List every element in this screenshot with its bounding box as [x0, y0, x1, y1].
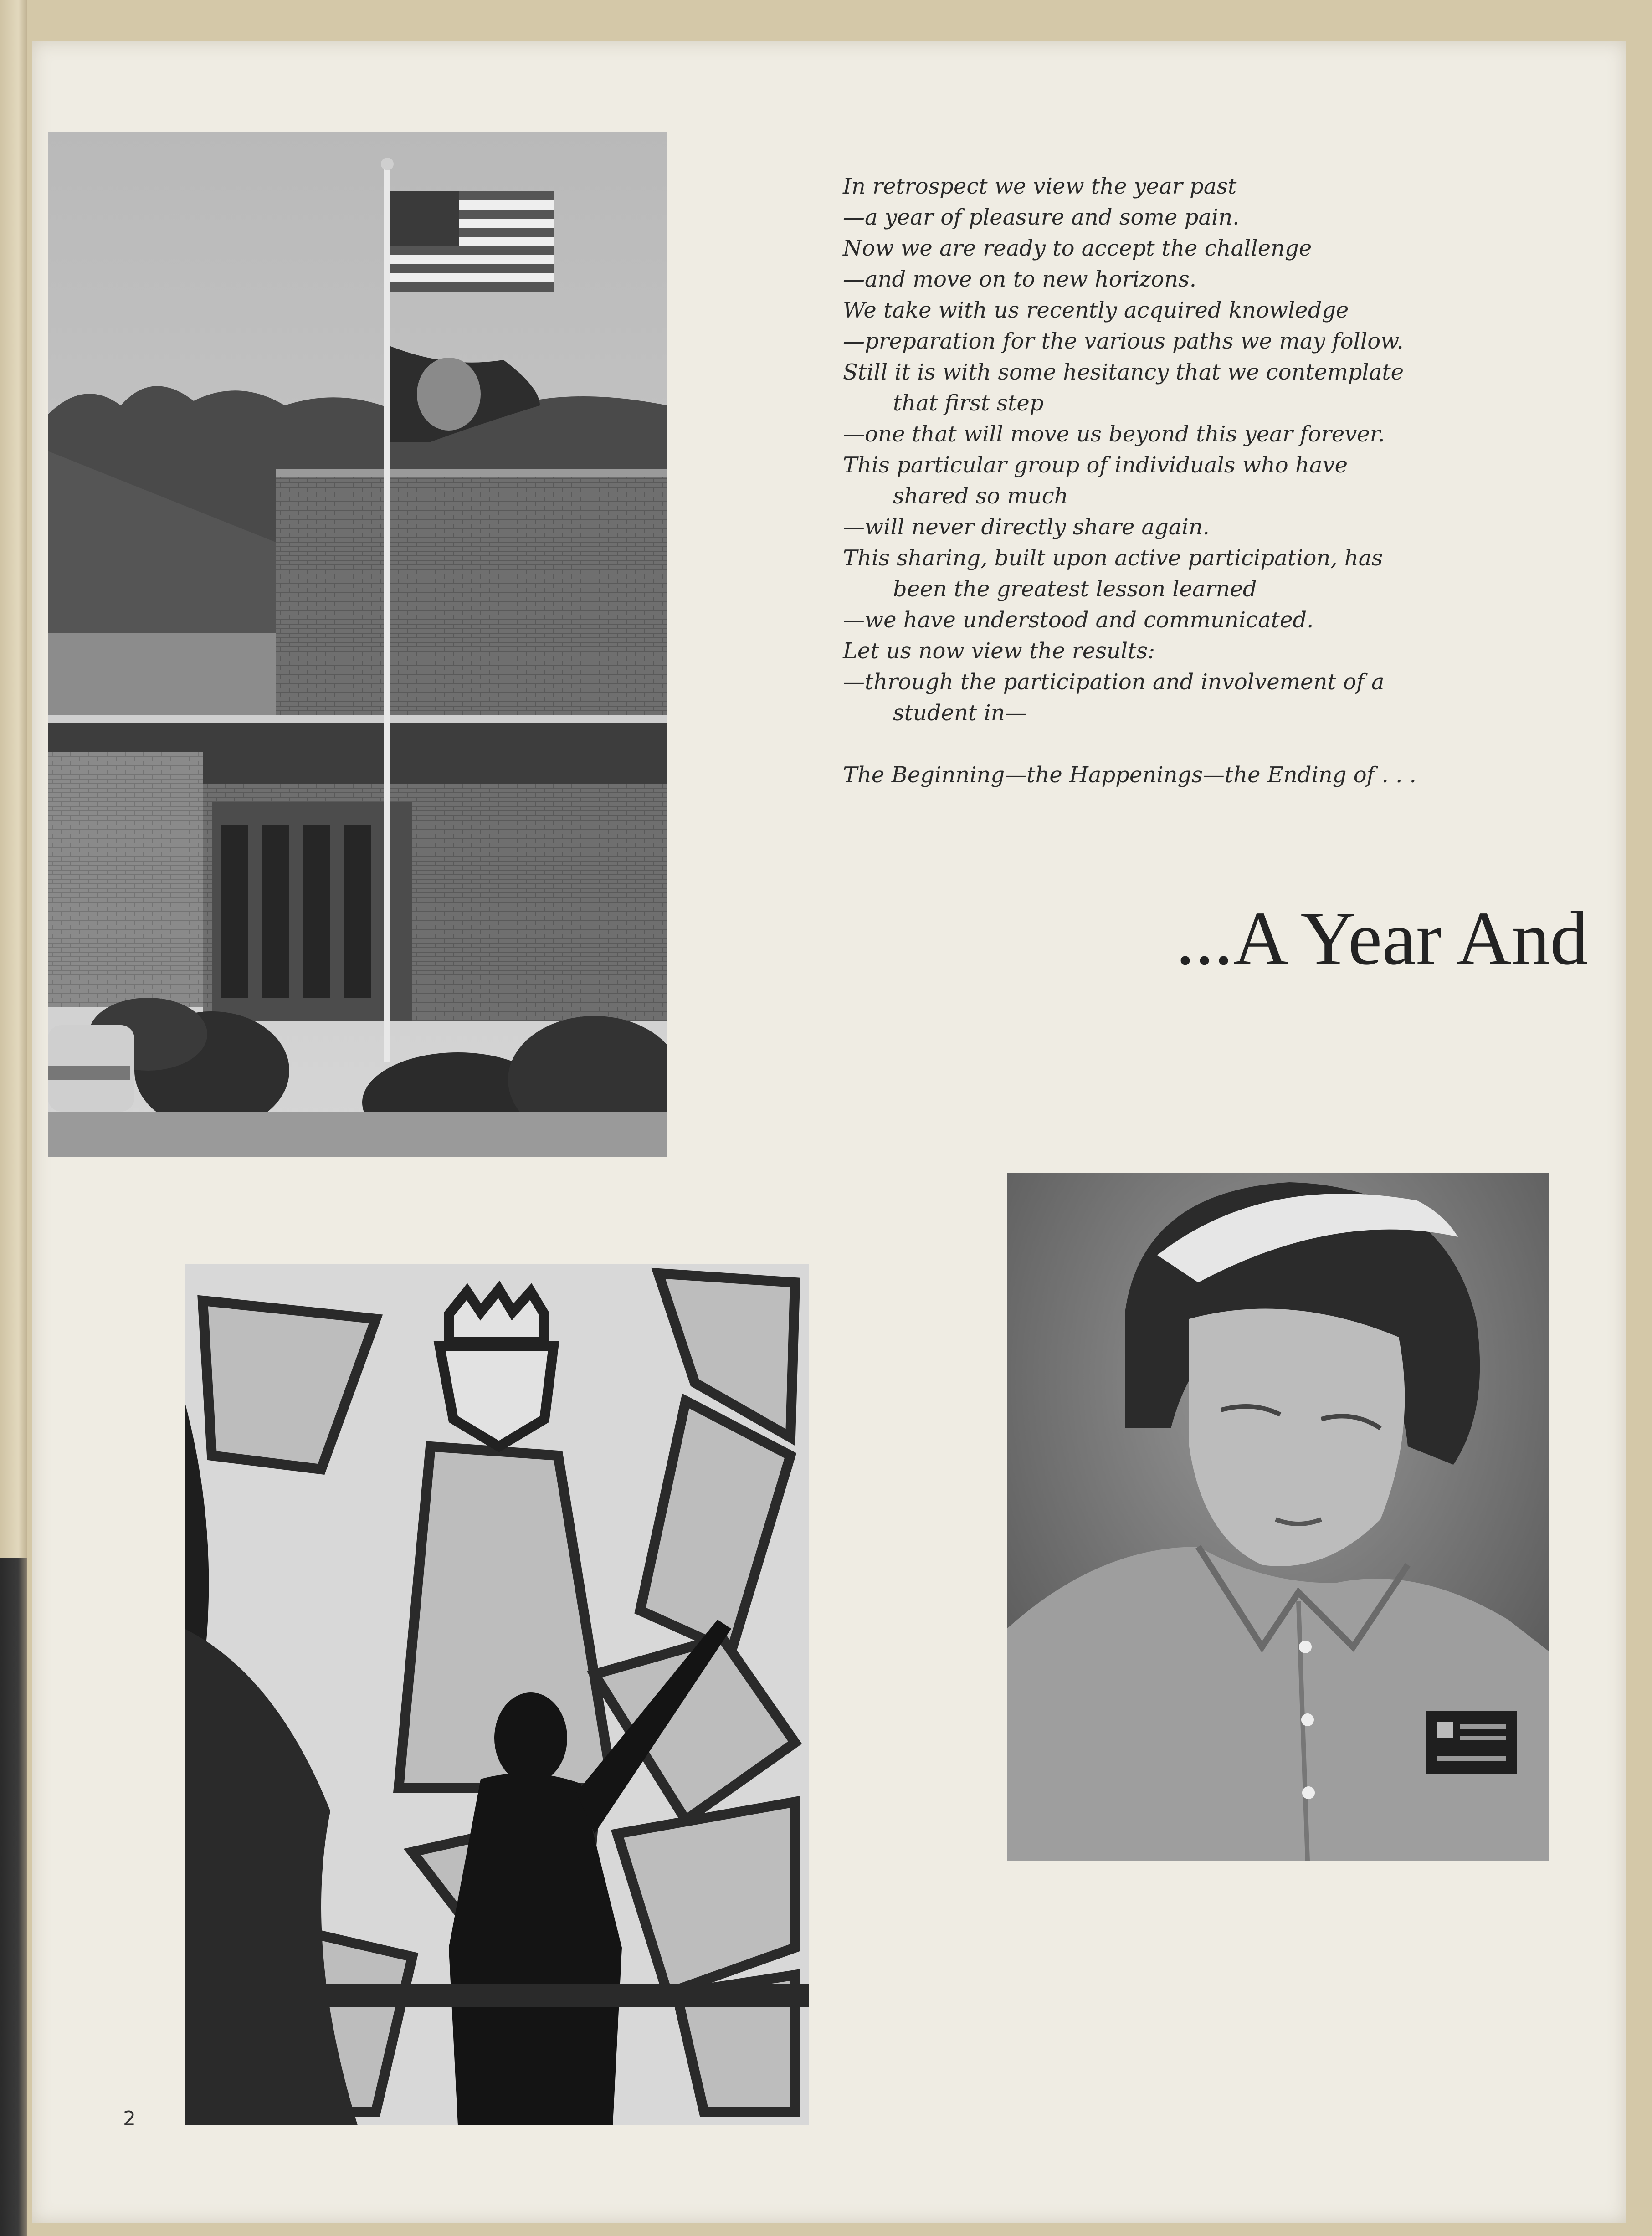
intro-line: This particular group of individuals who have	[843, 452, 1348, 478]
school-building-photo	[48, 132, 667, 1157]
intro-line: been the greatest lesson learned	[893, 576, 1257, 602]
book-spine-light	[0, 0, 27, 1558]
intro-line: shared so much	[893, 483, 1068, 509]
stained-glass-window-image	[185, 1264, 809, 2125]
intro-line: that first step	[893, 390, 1044, 416]
page-number: 2	[123, 2107, 136, 2130]
intro-line: —one that will move us beyond this year forever.	[843, 421, 1385, 447]
intro-line: —will never directly share again.	[843, 514, 1210, 540]
us-flag-shape	[390, 191, 554, 292]
school-building-image	[48, 132, 667, 1157]
intro-line: We take with us recently acquired knowledge	[843, 297, 1349, 323]
intro-line: Now we are ready to accept the challenge	[843, 236, 1312, 261]
intro-line: Let us now view the results:	[843, 638, 1155, 664]
intro-line: Still it is with some hesitancy that we contemplate	[843, 359, 1404, 385]
student-portrait-photo	[1007, 1173, 1549, 1861]
intro-line: In retrospect we view the year past	[843, 174, 1237, 199]
intro-line: —preparation for the various paths we may follow.	[843, 328, 1404, 354]
student-portrait-image	[1007, 1173, 1549, 1861]
intro-text	[843, 171, 1595, 790]
intro-line: —through the participation and involvement of a	[843, 669, 1385, 695]
page-headline: ...A Year And	[1175, 896, 1588, 981]
intro-line: student in—	[893, 700, 1027, 726]
intro-line: —we have understood and communicated.	[843, 607, 1314, 633]
intro-line: —and move on to new horizons.	[843, 267, 1196, 292]
intro-line: This sharing, built upon active participation, has	[843, 545, 1383, 571]
intro-closing-line: The Beginning—the Happenings—the Ending of . . .	[843, 762, 1416, 788]
intro-line: —a year of pleasure and some pain.	[843, 205, 1240, 230]
intro-lines	[843, 171, 1595, 728]
stained-glass-window-photo	[185, 1264, 809, 2125]
